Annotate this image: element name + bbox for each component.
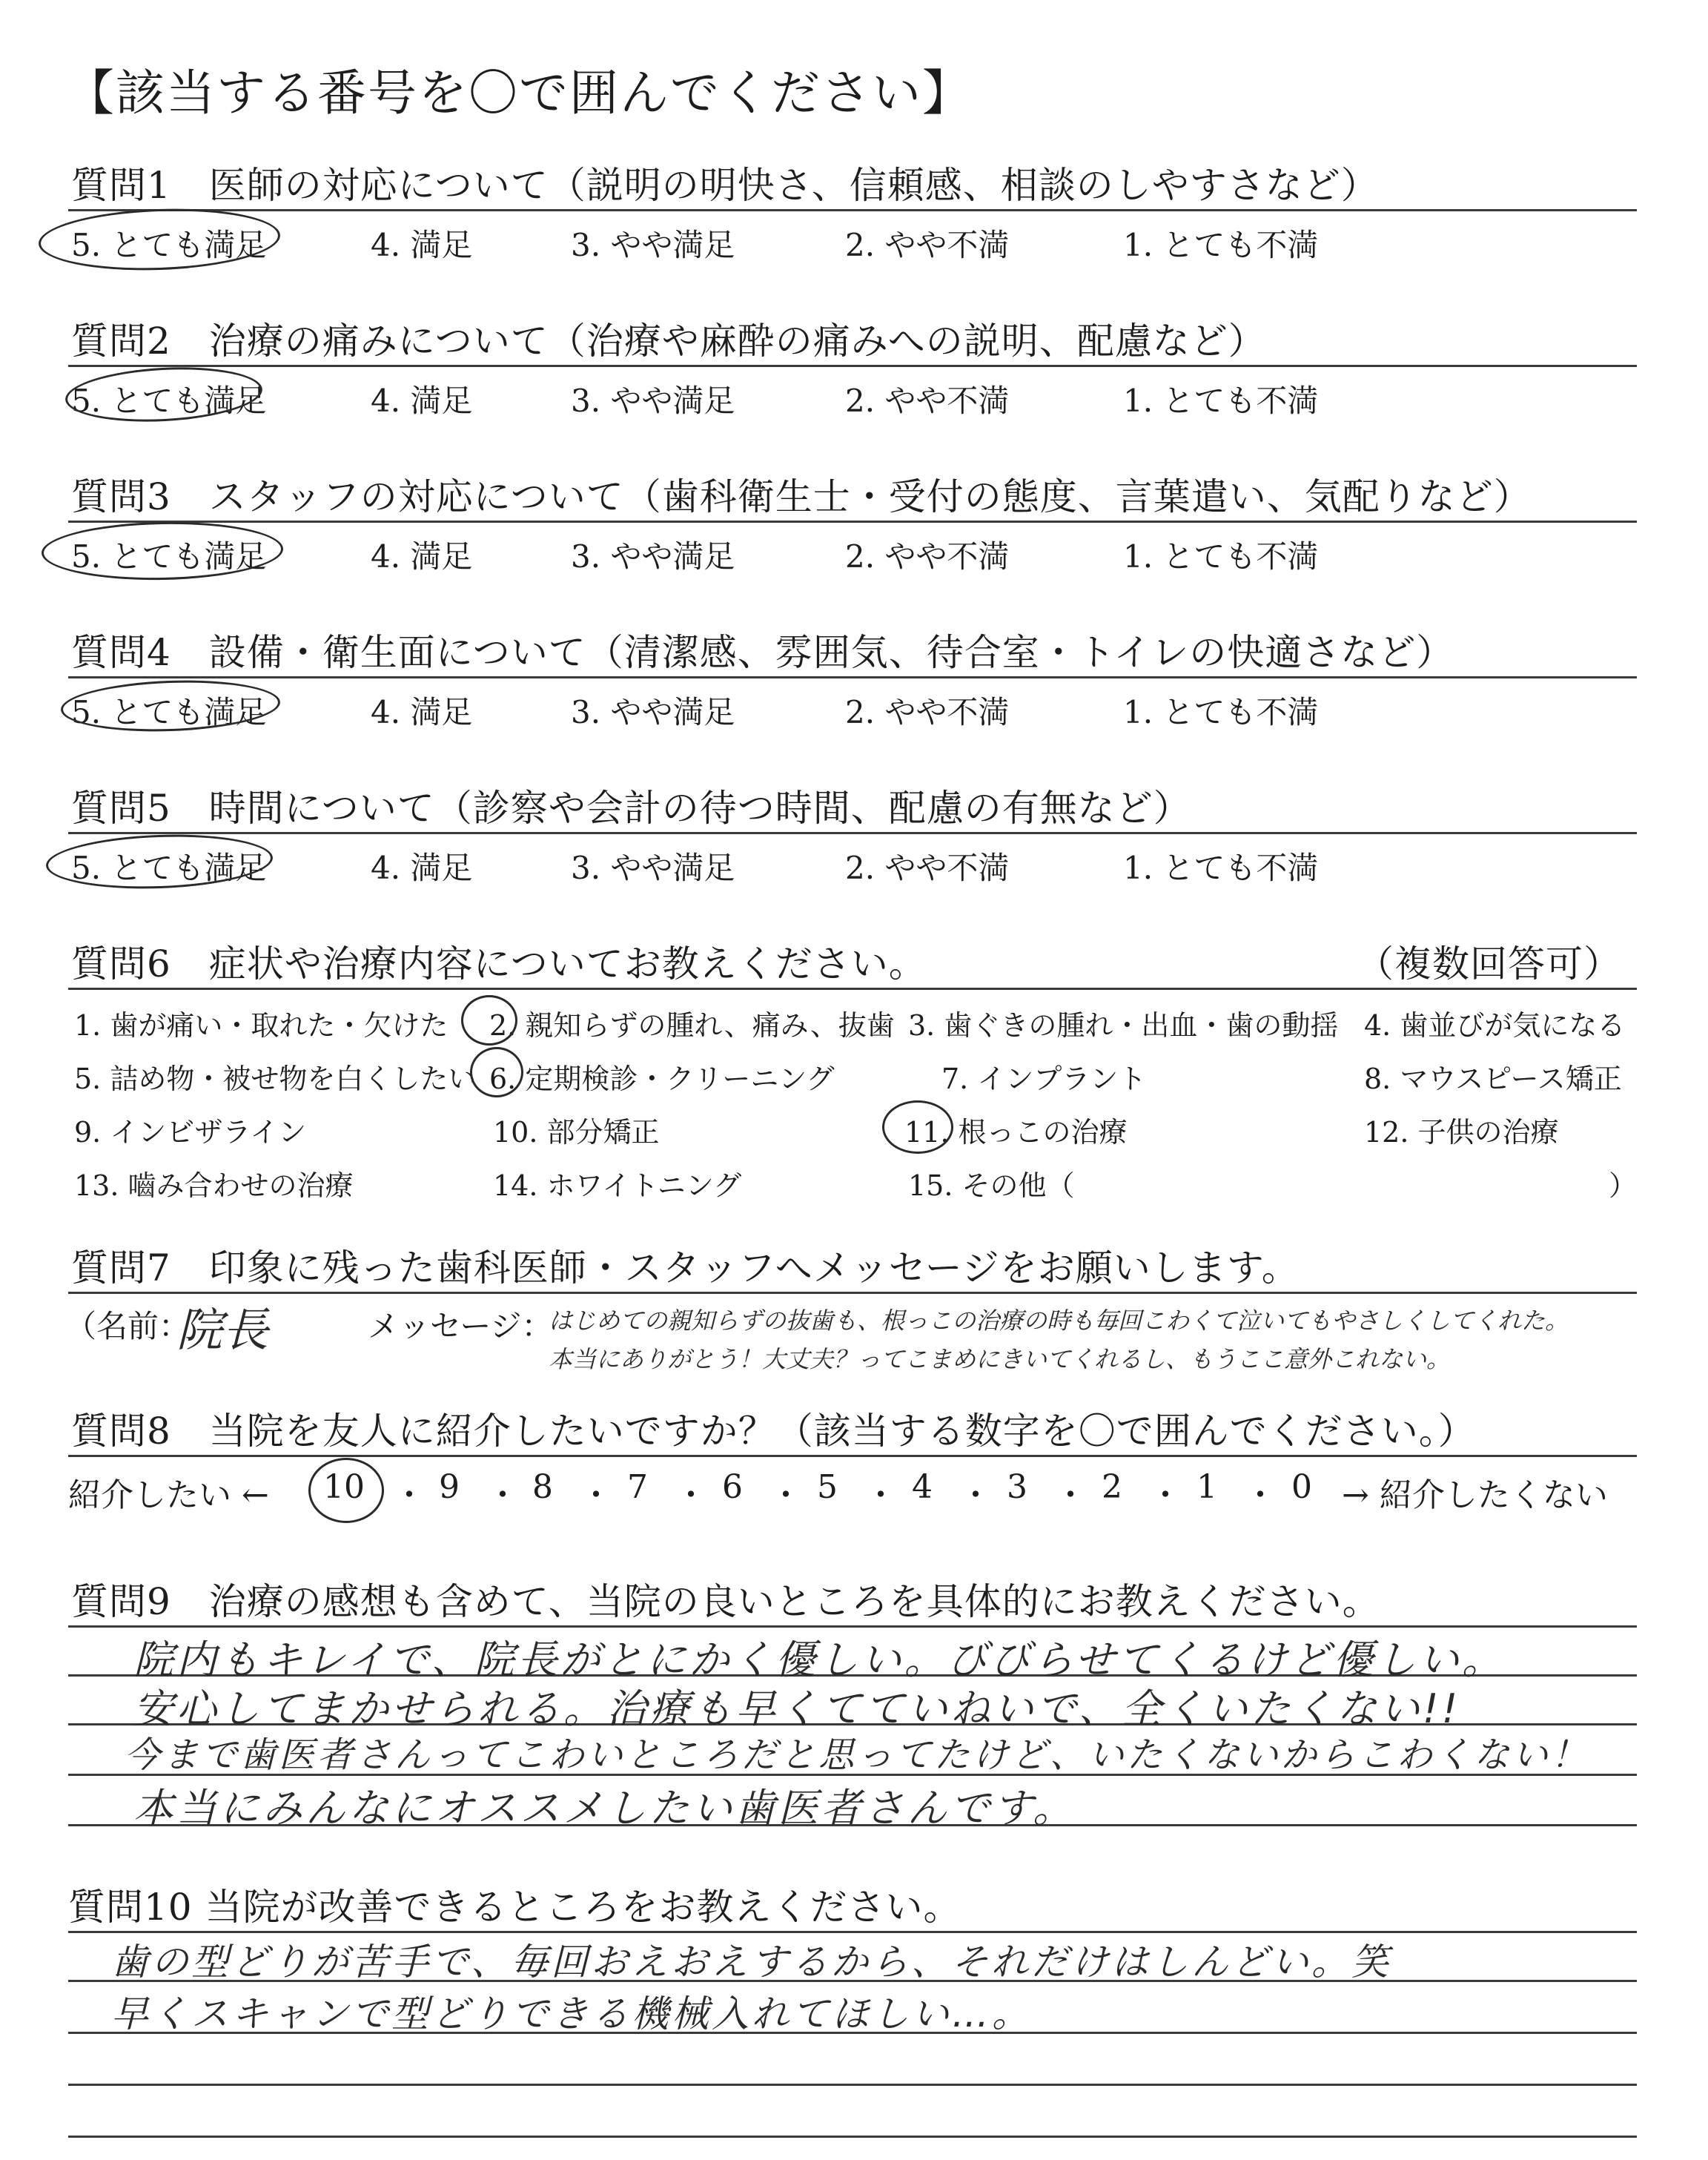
question-6-heading: 質問6 症状や治療内容についてお教えください。 [71,942,927,985]
q6-circle-2 [461,995,517,1046]
question-3-rule [68,521,1637,523]
q2-option-2[interactable]: 2. やや不満 [845,383,1010,419]
q4-option-2[interactable]: 2. やや不満 [845,694,1010,730]
question-2-rule [68,365,1637,367]
q8-selection-circle [308,1458,384,1523]
q6-option-1[interactable]: 1. 歯が痛い・取れた・欠けた [74,1009,448,1042]
q7-name-label: （名前： [65,1308,191,1344]
q6-circle-6 [470,1047,523,1097]
q1-option-1[interactable]: 1. とても不満 [1123,227,1319,263]
q6-option-11[interactable]: 11. 根っこの治療 [904,1116,1128,1149]
q7-message-line-2: 本当にありがとう！大丈夫？ってこまめにきいてくれるし、もうここ意外これない。 [549,1345,1451,1373]
question-9-rule-1 [68,1625,1637,1628]
q8-scale-dot: ・ [580,1476,612,1514]
q8-scale-dot: ・ [1149,1476,1182,1514]
q6-option-7[interactable]: 7. インプラント [941,1063,1147,1095]
q3-option-3[interactable]: 3. やや満足 [571,538,735,575]
q7-message-line-1: はじめての親知らずの抜歯も、根っこの治療の時も毎回こわくて泣いてもやさしくしてくれた。 [549,1307,1569,1335]
question-3-heading: 質問3 スタッフの対応について（歯科衛生士・受付の態度、言葉遣い、気配りなど） [71,475,1532,518]
q6-option-14[interactable]: 14. ホワイトニング [493,1169,742,1202]
q6-option-10[interactable]: 10. 部分矯正 [493,1116,660,1149]
q6-option-3[interactable]: 3. 歯ぐきの腫れ・出血・歯の動揺 [908,1009,1339,1042]
q6-option-13[interactable]: 13. 嚙み合わせの治療 [74,1169,354,1202]
q1-option-4[interactable]: 4. 満足 [371,227,473,263]
question-10-rule-4 [68,2084,1637,2086]
q8-scale-dot: ・ [1054,1476,1087,1514]
q4-option-1[interactable]: 1. とても不満 [1123,694,1319,730]
q8-left-label: 紹介したい ← [68,1476,269,1514]
question-2-heading: 質問2 治療の痛みについて（治療や麻酔の痛みへの説明、配慮など） [71,320,1266,363]
question-8-rule [68,1455,1637,1457]
q2-option-4[interactable]: 4. 満足 [371,383,473,419]
question-7-heading: 質問7 印象に残った歯科医師・スタッフへメッセージをお願いします。 [71,1246,1300,1289]
q3-option-4[interactable]: 4. 満足 [371,538,473,575]
q3-option-5[interactable]: 5. とても満足 [71,538,267,575]
q3-option-1[interactable]: 1. とても不満 [1123,538,1319,575]
q8-scale-dot: ・ [675,1476,707,1514]
question-1-heading: 質問1 医師の対応について（説明の明快さ、信頼感、相談のしやすさなど） [71,164,1379,207]
q9-answer-line-4: 本当にみんなにオススメしたい歯医者さんです。 [133,1785,1076,1832]
q8-scale-6[interactable]: 6 [722,1468,743,1506]
q5-option-5[interactable]: 5. とても満足 [71,850,267,886]
q4-option-4[interactable]: 4. 満足 [371,694,473,730]
q8-scale-4[interactable]: 4 [912,1468,933,1506]
q9-answer-line-3: 今まで歯医者さんってこわいところだと思ってたけど、いたくないからこわくない！ [125,1734,1590,1776]
q9-answer-line-2: 安心してまかせられる。治療も早くてていねいで、全くいたくない!! [133,1685,1461,1732]
q8-scale-7[interactable]: 7 [627,1468,648,1506]
q7-name-value: 院長 [176,1303,269,1357]
q8-scale-dot: ・ [486,1476,519,1514]
q4-option-3[interactable]: 3. やや満足 [571,694,735,730]
page-title: 【該当する番号を〇で囲んでください】 [65,65,973,122]
q8-scale-dot: ・ [864,1476,897,1514]
q3-option-2[interactable]: 2. やや不満 [845,538,1010,575]
q8-scale-1[interactable]: 1 [1196,1468,1217,1506]
q8-scale-3[interactable]: 3 [1007,1468,1027,1506]
q8-scale-2[interactable]: 2 [1102,1468,1122,1506]
q6-option-5[interactable]: 5. 詰め物・被せ物を白くしたい [74,1063,477,1095]
question-8-heading: 質問8 当院を友人に紹介したいですか？（該当する数字を〇で囲んでください。） [71,1410,1476,1453]
q6-option-8[interactable]: 8. マウスピース矯正 [1364,1063,1622,1095]
q10-answer-line-1: 歯の型どりが苦手で、毎回おえおえするから、それだけはしんどい。笑 [111,1941,1391,1984]
q8-scale-10[interactable]: 10 [323,1468,365,1506]
q2-option-1[interactable]: 1. とても不満 [1123,383,1319,419]
question-10-heading: 質問10 当院が改善できるところをお教えください。 [68,1886,961,1929]
q8-scale-0[interactable]: 0 [1291,1468,1312,1506]
q1-option-5[interactable]: 5. とても満足 [71,227,267,263]
q8-scale-dot: ・ [959,1476,992,1514]
q1-option-2[interactable]: 2. やや不満 [845,227,1010,263]
q6-option-12[interactable]: 12. 子供の治療 [1364,1116,1559,1149]
question-6-note: （複数回答可） [1357,942,1621,985]
q1-option-3[interactable]: 3. やや満足 [571,227,735,263]
question-5-heading: 質問5 時間について（診察や会計の待つ時間、配慮の有無など） [71,787,1191,830]
q6-option-15[interactable]: 15. その他（ [908,1169,1075,1202]
q6-option-15-close: ） [1609,1169,1638,1202]
q9-answer-line-1: 院内もキレイで、院長がとにかく優しい。びびらせてくるけど優しい。 [133,1636,1506,1683]
question-1-rule [68,209,1637,211]
q10-answer-line-2: 早くスキャンで型どりできる機械入れてほしい…。 [111,1992,1032,2035]
q5-option-2[interactable]: 2. やや不満 [845,850,1010,886]
question-4-heading: 質問4 設備・衛生面について（清潔感、雰囲気、待合室・トイレの快適さなど） [71,631,1454,674]
q6-option-9[interactable]: 9. インビザライン [74,1116,307,1149]
q6-option-6[interactable]: 6. 定期検診・クリーニング [489,1063,835,1095]
q4-option-5[interactable]: 5. とても満足 [71,694,267,730]
q8-scale-9[interactable]: 9 [439,1468,460,1506]
q8-scale-dot: ・ [769,1476,802,1514]
q2-option-3[interactable]: 3. やや満足 [571,383,735,419]
q8-right-label: → 紹介したくない [1342,1476,1608,1514]
q7-message-label: メッセージ： [368,1308,553,1344]
q6-circle-11 [882,1100,953,1154]
q6-option-4[interactable]: 4. 歯並びが気になる [1364,1009,1626,1042]
q2-option-5[interactable]: 5. とても満足 [71,383,267,419]
q8-scale-8[interactable]: 8 [532,1468,553,1506]
q5-option-1[interactable]: 1. とても不満 [1123,850,1319,886]
question-10-rule-5 [68,2136,1637,2138]
q6-option-2[interactable]: 2. 親知らずの腫れ、痛み、抜歯 [489,1009,895,1042]
q8-scale-5[interactable]: 5 [817,1468,838,1506]
q8-scale-dot: ・ [393,1476,426,1514]
question-4-rule [68,676,1637,678]
q8-scale-dot: ・ [1244,1476,1277,1514]
q5-option-3[interactable]: 3. やや満足 [571,850,735,886]
question-6-rule [68,988,1637,990]
question-7-rule [68,1292,1637,1294]
question-5-rule [68,832,1637,834]
q5-option-4[interactable]: 4. 満足 [371,850,473,886]
question-9-heading: 質問9 治療の感想も含めて、当院の良いところを具体的にお教えください。 [71,1580,1380,1623]
